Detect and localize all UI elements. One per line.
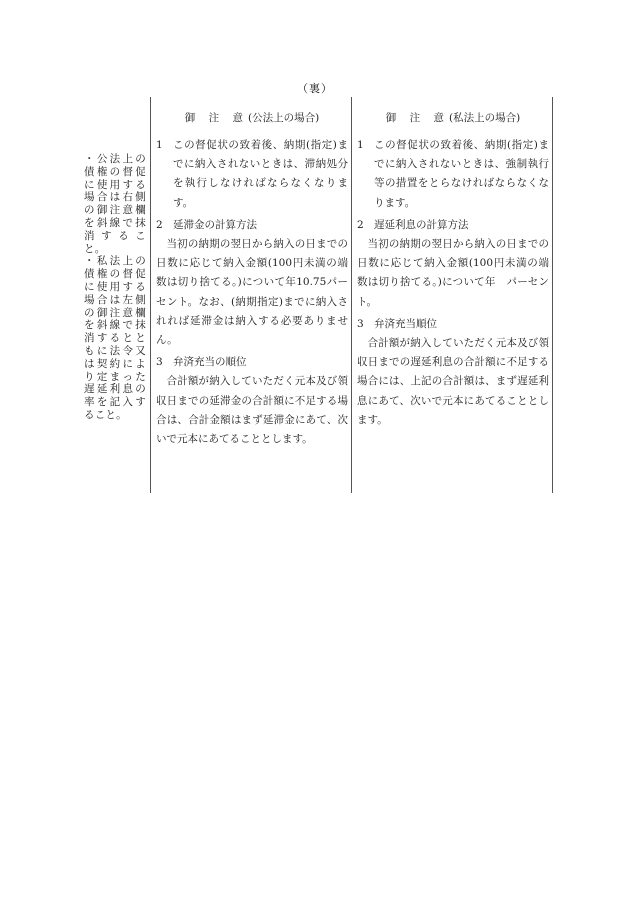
private-law-item-3-number: 3	[357, 317, 364, 330]
usage-note-private: ・私法上の債権の督促に使用する場合は左側の御注意欄を斜線で抹消するとともに法令又は契約により定まった遅延利息の率を記入すること。	[84, 255, 146, 421]
column-divider-right	[552, 97, 553, 493]
column-divider-middle	[351, 97, 352, 493]
private-law-item-3	[357, 315, 549, 430]
public-law-item-3-number: 3	[156, 356, 163, 369]
private-law-item-1-number: 1	[357, 139, 364, 151]
public-law-item-2-body: 当初の納期の翌日から納入の日までの日数に応じて納入金額(100円未満の端数は切り捨てる。)について年10.75パーセント。なお、(納期指定)までに納入されれば延滞金は納入する必要ありません。	[156, 238, 348, 347]
private-law-item-2-number: 2	[357, 218, 364, 231]
usage-note-public: ・公法上の債権の督促に使用する場合は右側の御注意欄を斜線で抹消すること。	[84, 153, 146, 255]
public-law-notice	[156, 110, 348, 452]
page-title: （裏）	[297, 82, 333, 95]
public-law-item-1-number: 1	[156, 139, 163, 151]
private-law-item-2	[357, 216, 549, 312]
public-law-title-sub: (公法上の場合)	[247, 112, 320, 124]
private-law-notice	[357, 110, 549, 433]
public-law-item-2-number: 2	[156, 218, 163, 231]
public-law-title-main: 御 注 意	[184, 112, 248, 124]
private-law-title-sub: (私法上の場合)	[448, 112, 521, 124]
public-law-item-3-heading: 弁済充当の順位	[173, 356, 247, 369]
private-law-item-3-body: 合計額が納入していただく元本及び領収日までの遅延利息の合計額に不足する場合には、上記の合計額は、まず遅延利息にあて、次いで元本にあてることとします。	[357, 337, 549, 426]
private-law-item-2-body: 当初の納期の翌日から納入の日までの日数に応じて納入金額(100円未満の端数は切り捨てる。)について年 パーセント。	[357, 238, 549, 308]
private-law-item-2-heading: 遅延利息の計算方法	[374, 218, 469, 231]
public-law-item-2-heading: 延滞金の計算方法	[173, 218, 257, 231]
public-law-item-2	[156, 216, 348, 350]
public-law-title	[156, 110, 348, 126]
public-law-item-3-body: 合計額が納入していただく元本及び領収日までの延滞金の合計額に不足する場合は、合計金額はまず延滞金にあて、次いで元本にあてることとします。	[156, 375, 348, 446]
private-law-item-1	[357, 136, 549, 213]
private-law-title	[357, 110, 549, 126]
public-law-item-3	[156, 353, 348, 449]
private-law-item-3-heading: 弁済充当順位	[374, 317, 437, 330]
public-law-item-1	[156, 136, 348, 213]
usage-note	[84, 153, 146, 422]
column-divider-left	[150, 97, 151, 493]
private-law-item-1-text: この督促状の致着後、納期(指定)までに納入されないときは、強制執行等の措置をとらなければならなくなります。	[374, 139, 549, 209]
public-law-item-1-text: この督促状の致着後、納期(指定)までに納入されないときは、滞納処分を執行しなければならなくなります。	[173, 139, 348, 209]
private-law-title-main: 御 注 意	[385, 112, 449, 124]
